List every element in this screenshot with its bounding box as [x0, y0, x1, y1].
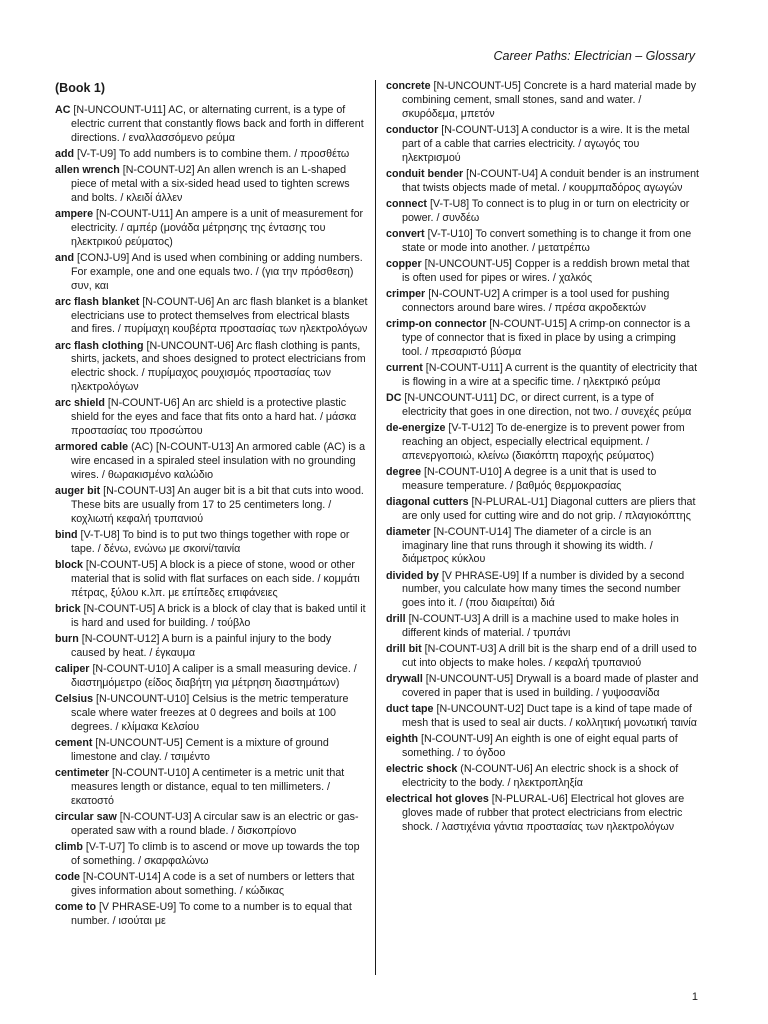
glossary-definition: [N-COUNT-U3] A drill is a machine used to make holes in different kinds of material. / τρυπάνι	[402, 613, 679, 640]
glossary-entry	[386, 526, 699, 568]
glossary-entry	[386, 392, 699, 420]
glossary-entry	[55, 104, 368, 146]
glossary-term: allen wrench	[55, 163, 120, 176]
glossary-term: electric shock	[386, 763, 458, 776]
page-number: 1	[691, 991, 698, 1003]
glossary-term: degree	[386, 465, 422, 478]
book-heading: (Book 1)	[55, 81, 105, 95]
glossary-entry	[386, 198, 699, 226]
glossary-definition: [N-UNCOUNT-U2] Duct tape is a kind of tape made of mesh that is used to seal air ducts. / κολλητική μονωτική ταινία	[402, 703, 697, 730]
glossary-entry	[55, 441, 368, 483]
glossary-definition: [N-PLURAL-U1] Diagonal cutters are pliers that are only used for cutting wire and do not grip. / πλαγιοκόπτης	[402, 495, 696, 522]
glossary-definition: [N-COUNT-U10] A centimeter is a metric unit that measures length or distance, equal to ten millimeters. / εκατοστό	[71, 766, 345, 807]
glossary-entry	[386, 673, 699, 701]
glossary-entry	[386, 288, 699, 316]
glossary-definition: (AC) [N-COUNT-U13] An armored cable (AC) is a wire encased in a spiraled steel insulation with no grounding wires. / θωρακισμένο καλώδιο	[71, 441, 366, 482]
glossary-term: climb	[55, 840, 83, 853]
glossary-term: current	[386, 361, 423, 374]
glossary-definition: [N-UNCOUNT-U5] Cement is a mixture of ground limestone and clay. / τσιμέντο	[71, 736, 329, 763]
glossary-term: arc shield	[55, 397, 105, 410]
glossary-term: block	[55, 559, 83, 572]
glossary-definition: [V-T-U7] To climb is to ascend or move up towards the top of something. / σκαρφαλώνω	[71, 840, 360, 867]
glossary-entry	[386, 228, 699, 256]
glossary-term: divided by	[386, 569, 439, 582]
glossary-definition: [N-COUNT-U6] An arc shield is a protective plastic shield for the eyes and face that fits onto a hard hat. / μάσκα προστασίας του προσώπου	[71, 397, 357, 438]
glossary-entry	[386, 168, 699, 196]
glossary-definition: [N-COUNT-U2] A crimper is a tool used for pushing connectors around bare wires. / πρέσα ακροδεκτών	[402, 287, 670, 314]
glossary-definition: [N-COUNT-U11] An ampere is a unit of measurement for electricity. / αμπέρ (μονάδα μέτρησης της έντασης του ηλεκτρικού ρεύματος)	[71, 207, 364, 248]
glossary-definition: [CONJ-U9] And is used when combining or adding numbers. For example, one and one equals two. / (για την πρόσθεση) συν, και	[71, 251, 363, 292]
glossary-definition: [N-COUNT-U3] A circular saw is an electric or gas-operated saw with a round blade. / δισκοπρίονο	[71, 810, 359, 837]
glossary-definition: [N-UNCOUNT-U10] Celsius is the metric temperature scale where water freezes at 0 degrees and boils at 100 degrees. / κλίμακα Κελσίου	[71, 692, 349, 733]
glossary-definition: [N-UNCOUNT-U11] DC, or direct current, is a type of electricity that goes in one direction, not two. / συνεχές ρεύμα	[401, 391, 692, 418]
glossary-entry	[55, 633, 368, 661]
glossary-definition: [N-COUNT-U3] A drill bit is the sharp end of a drill used to cut into objects to make holes. / κεφαλή τρυπανιού	[402, 643, 697, 670]
glossary-entry	[55, 603, 368, 631]
glossary-column-right	[386, 80, 699, 837]
glossary-term: arc flash clothing	[55, 339, 144, 352]
glossary-definition: [N-COUNT-U5] A block is a piece of stone, wood or other material that is solid with flat surfaces on each side. / κομμάτι πέτρας, ξύλου κ.λπ. με επίπεδες επιφάνειες	[71, 559, 360, 599]
glossary-entry	[55, 811, 368, 839]
glossary-entry	[55, 529, 368, 557]
glossary-term: circular saw	[55, 810, 117, 823]
glossary-term: arc flash blanket	[55, 295, 140, 308]
glossary-term: concrete	[386, 80, 431, 92]
glossary-entry	[386, 793, 699, 835]
glossary-entry	[386, 733, 699, 761]
glossary-entry	[386, 763, 699, 791]
glossary-term: caliper	[55, 662, 90, 675]
glossary-term: conductor	[386, 123, 439, 136]
glossary-definition: [V-T-U12] To de-energize is to prevent power from reaching an object, especially electrical equipment. / απενεργοποιώ, κλείνω (διακόπτη παροχής ρεύματος)	[402, 421, 685, 462]
glossary-term: ampere	[55, 207, 94, 220]
glossary-entry	[55, 663, 368, 691]
glossary-entry	[386, 496, 699, 524]
glossary-term: auger bit	[55, 485, 101, 498]
glossary-entry	[55, 767, 368, 809]
glossary-entry	[386, 124, 699, 166]
glossary-term: add	[55, 147, 75, 160]
glossary-definition: [N-COUNT-U2] An allen wrench is an L-shaped piece of metal with a six-sided head used to tighten screws and bolts. / κλειδί άλλεν	[71, 163, 350, 204]
glossary-term: brick	[55, 602, 81, 615]
glossary-definition: [N-COUNT-U5] A brick is a block of clay that is baked until it is hard and used for building. / τούβλο	[71, 602, 366, 629]
glossary-term: de-energize	[386, 421, 446, 434]
glossary-entry	[55, 841, 368, 869]
glossary-term: AC	[55, 103, 71, 116]
glossary-term: conduit bender	[386, 167, 464, 180]
glossary-definition: [V PHRASE-U9] If a number is divided by a second number, you calculate how many times the second number goes into it. / (που διαιρείται) διά	[402, 569, 685, 610]
glossary-entry	[55, 397, 368, 439]
glossary-term: copper	[386, 257, 422, 270]
glossary-entry	[55, 737, 368, 765]
glossary-definition: [N-COUNT-U10] A degree is a unit that is used to measure temperature. / βαθμός θερμοκρασίας	[402, 465, 657, 492]
glossary-definition: [N-UNCOUNT-U6] Arc flash clothing is pants, shirts, jackets, and shoes designed to protect electricians from electric shock. / πυρίμαχος ρουχισμός προστασίας των ηλεκτρολόγων	[71, 339, 366, 394]
glossary-definition: [N-COUNT-U10] A caliper is a small measuring device. / διαστημόμετρο (είδος διαβήτη για μέτρηση διαστημάτων)	[71, 662, 357, 689]
glossary-term: come to	[55, 900, 96, 913]
glossary-entry	[386, 80, 699, 122]
glossary-term: convert	[386, 227, 425, 240]
glossary-entry	[55, 901, 368, 929]
glossary-definition: [N-COUNT-U11] A current is the quantity of electricity that is flowing in a wire at a specific time. / ηλεκτρικό ρεύμα	[402, 361, 698, 388]
glossary-entry	[386, 362, 699, 390]
glossary-entry	[55, 208, 368, 250]
glossary-definition: [N-COUNT-U14] The diameter of a circle is an imaginary line that runs through it showing its width. / διάμετρος κύκλου	[402, 525, 653, 566]
glossary-term: bind	[55, 529, 78, 542]
glossary-term: armored cable	[55, 441, 129, 454]
glossary-entry	[386, 643, 699, 671]
glossary-definition: [V-T-U10] To convert something is to change it from one state or mode into another. / μετατρέπω	[402, 227, 692, 254]
glossary-entry	[386, 422, 699, 464]
glossary-definition: [N-COUNT-U6] An arc flash blanket is a blanket electricians use to protect themselves from electrical blasts and fires. / πυρίμαχη κουβέρτα προστασίας των ηλεκτρολόγων	[71, 295, 368, 336]
glossary-entry	[55, 296, 368, 338]
glossary-entry	[55, 164, 368, 206]
glossary-term: Celsius	[55, 692, 94, 705]
glossary-definition: [N-COUNT-U13] A conductor is a wire. It is the metal part of a cable that carries electricity. / αγωγός του ηλεκτρισμού	[402, 123, 690, 164]
glossary-definition: [N-UNCOUNT-U11] AC, or alternating current, is a type of electric current that constantly flows back and forth in different directions. / εναλλασσόμενο ρεύμα	[70, 103, 364, 144]
glossary-definition: (N-COUNT-U6] An electric shock is a shock of electricity to the body. / ηλεκτροπληξία	[402, 763, 679, 790]
glossary-definition: [V-T-U9] To add numbers is to combine them. / προσθέτω	[74, 147, 350, 160]
page-header-title: Career Paths: Electrician – Glossary	[493, 49, 695, 63]
glossary-term: drywall	[386, 673, 423, 686]
glossary-entry	[55, 340, 368, 396]
glossary-definition: [V-T-U8] To bind is to put two things together with rope or tape. / δένω, ενώνω με σκοινί/ταινία	[71, 529, 350, 555]
glossary-entry	[386, 570, 699, 612]
glossary-term: drill bit	[386, 643, 422, 656]
glossary-definition: [N-COUNT-U4] A conduit bender is an instrument that twists objects made of metal. / κουρμπαδόρος αγωγών	[402, 167, 700, 194]
glossary-definition: [N-UNCOUNT-U5] Drywall is a board made of plaster and covered in paper that is used in building. / γυψοσανίδα	[402, 673, 699, 700]
glossary-entry	[55, 485, 368, 527]
glossary-term: diameter	[386, 525, 431, 538]
glossary-definition: [N-COUNT-U9] An eighth is one of eight equal parts of something. / το όγδοο	[402, 733, 678, 760]
glossary-entry	[55, 148, 368, 162]
glossary-definition: [N-COUNT-U3] An auger bit is a bit that cuts into wood. These bits are usually from 17 to 25 centimeters long. / κοχλιωτή κεφαλή τρυπανιού	[71, 485, 364, 525]
glossary-term: DC	[386, 391, 402, 404]
glossary-term: eighth	[386, 733, 419, 746]
glossary-term: and	[55, 251, 75, 264]
glossary-entry	[386, 703, 699, 731]
glossary-term: crimper	[386, 287, 426, 300]
glossary-entry	[386, 466, 699, 494]
glossary-term: cement	[55, 736, 93, 749]
glossary-term: drill	[386, 613, 406, 626]
glossary-term: diagonal cutters	[386, 495, 469, 508]
glossary-entry	[55, 871, 368, 899]
glossary-definition: [N-UNCOUNT-U5] Concrete is a hard material made by combining cement, small stones, sand and water. / σκυρόδεμα, μπετόν	[402, 80, 697, 120]
glossary-entry	[386, 258, 699, 286]
glossary-definition: [N-UNCOUNT-U5] Copper is a reddish brown metal that is often used for pipes or wires. / χαλκός	[402, 257, 690, 284]
glossary-definition: [N-PLURAL-U6] Electrical hot gloves are gloves made of rubber that protect electricians from electric shock. / λαστιχένια γάντια προστασίας των ηλεκτρολόγων	[402, 793, 685, 834]
glossary-column-left	[55, 80, 368, 931]
glossary-entry-list	[386, 80, 699, 835]
glossary-entry	[55, 252, 368, 294]
glossary-definition: [N-COUNT-U12] A burn is a painful injury to the body caused by heat. / έγκαυμα	[71, 632, 332, 659]
glossary-term: electrical hot gloves	[386, 793, 489, 806]
glossary-term: crimp-on connector	[386, 317, 487, 330]
glossary-term: connect	[386, 197, 427, 210]
glossary-definition: [V-T-U8] To connect is to plug in or turn on electricity or power. / συνδέω	[402, 197, 690, 224]
column-divider	[375, 80, 376, 975]
glossary-definition: [N-COUNT-U15] A crimp-on connector is a type of connector that is fixed in place by using a crimping tool. / πρεσαριστό βύσμα	[402, 317, 691, 358]
glossary-entry	[55, 559, 368, 601]
glossary-entry	[386, 318, 699, 360]
glossary-entry	[55, 693, 368, 735]
glossary-term: duct tape	[386, 703, 434, 716]
glossary-term: burn	[55, 632, 79, 645]
glossary-definition: [N-COUNT-U14] A code is a set of numbers or letters that gives information about something. / κώδικας	[71, 870, 355, 897]
glossary-term: code	[55, 870, 80, 883]
glossary-entry-list	[55, 104, 368, 929]
glossary-definition: [V PHRASE-U9] To come to a number is to equal that number. / ισούται με	[71, 900, 352, 927]
glossary-entry	[386, 613, 699, 641]
glossary-term: centimeter	[55, 766, 110, 779]
